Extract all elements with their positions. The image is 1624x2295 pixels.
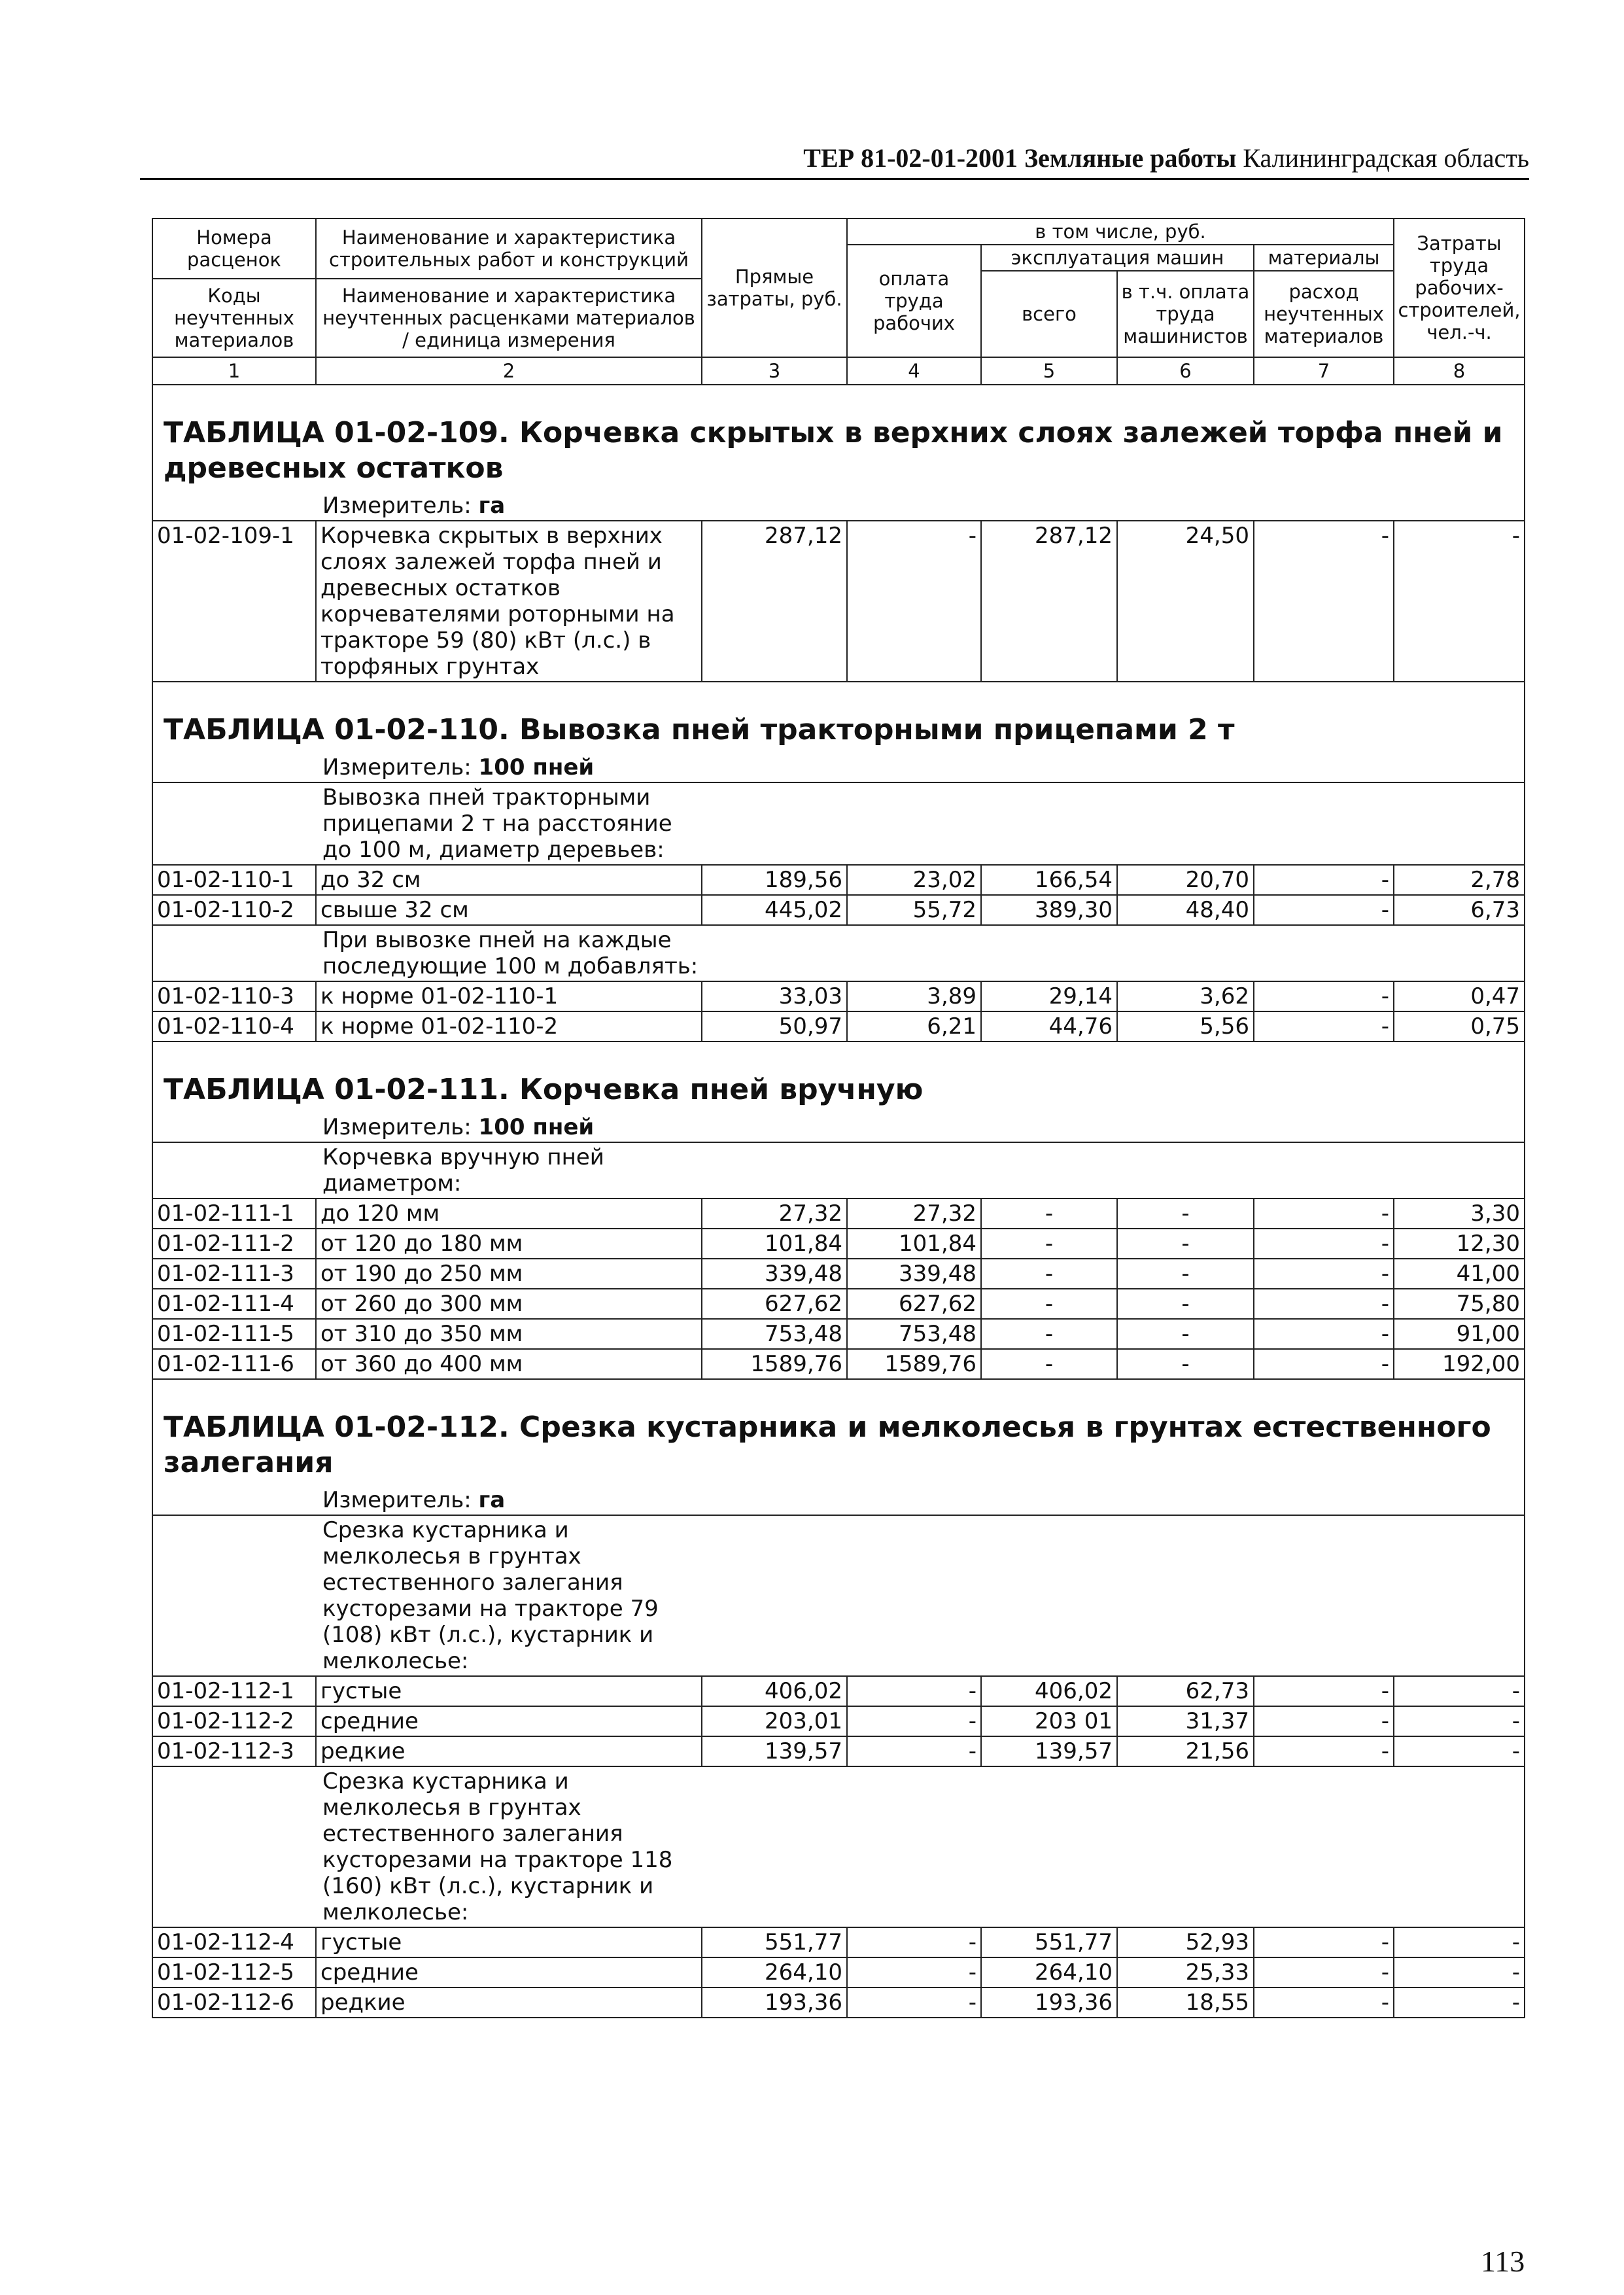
group-description bbox=[316, 1515, 1525, 1676]
machines-total: - bbox=[981, 1289, 1117, 1319]
rate-code: 01-02-109-1 bbox=[152, 521, 316, 682]
rate-name: средние bbox=[316, 1957, 702, 1988]
labor-hours: - bbox=[1394, 521, 1525, 682]
rate-code: 01-02-112-2 bbox=[152, 1706, 316, 1736]
table-row bbox=[152, 1199, 1525, 1229]
rate-code: 01-02-111-5 bbox=[152, 1319, 316, 1349]
labor-hours: 41,00 bbox=[1394, 1259, 1525, 1289]
machinist-pay: 52,93 bbox=[1117, 1927, 1254, 1957]
labor-hours: 75,80 bbox=[1394, 1289, 1525, 1319]
machines-total: 29,14 bbox=[981, 981, 1117, 1011]
rate-name: средние bbox=[316, 1706, 702, 1736]
labor-pay: - bbox=[847, 521, 981, 682]
labor-pay: - bbox=[847, 1957, 981, 1988]
machines-total: 44,76 bbox=[981, 1011, 1117, 1042]
table-header bbox=[152, 219, 1525, 385]
direct-costs: 101,84 bbox=[702, 1229, 847, 1259]
rate-code: 01-02-111-6 bbox=[152, 1349, 316, 1379]
labor-pay: 6,21 bbox=[847, 1011, 981, 1042]
section-01-02-109 bbox=[152, 385, 1525, 682]
machines-total: 139,57 bbox=[981, 1736, 1117, 1766]
rate-code: 01-02-111-2 bbox=[152, 1229, 316, 1259]
description-spacer bbox=[152, 925, 316, 981]
direct-costs: 445,02 bbox=[702, 895, 847, 925]
machinist-pay: 25,33 bbox=[1117, 1957, 1254, 1988]
measure-label: Измеритель: bbox=[322, 1487, 472, 1513]
machines-total: - bbox=[981, 1199, 1117, 1229]
materials-cost: - bbox=[1254, 1011, 1394, 1042]
section-title: ТАБЛИЦА 01-02-110. Вывозка пней тракторными прицепами 2 т bbox=[152, 682, 1525, 753]
doc-title: Земляные работы bbox=[1024, 143, 1237, 173]
labor-hours: 6,73 bbox=[1394, 895, 1525, 925]
rate-name: к норме 01-02-110-1 bbox=[316, 981, 702, 1011]
materials-cost: - bbox=[1254, 1289, 1394, 1319]
materials-cost: - bbox=[1254, 1676, 1394, 1706]
machines-total: 551,77 bbox=[981, 1927, 1117, 1957]
rate-name: от 360 до 400 мм bbox=[316, 1349, 702, 1379]
rate-name: густые bbox=[316, 1927, 702, 1957]
measure-row bbox=[316, 491, 1525, 521]
table-row bbox=[152, 1736, 1525, 1766]
rate-code: 01-02-110-3 bbox=[152, 981, 316, 1011]
materials-cost: - bbox=[1254, 981, 1394, 1011]
machinist-pay: 20,70 bbox=[1117, 865, 1254, 895]
description-spacer bbox=[152, 782, 316, 865]
measure-spacer bbox=[152, 1113, 316, 1142]
direct-costs: 193,36 bbox=[702, 1988, 847, 2018]
materials-cost: - bbox=[1254, 1988, 1394, 2018]
measure-label: Измеритель: bbox=[322, 1114, 472, 1140]
machinist-pay: - bbox=[1117, 1319, 1254, 1349]
section-title: ТАБЛИЦА 01-02-112. Срезка кустарника и мелколесья в грунтах естественного залегания bbox=[152, 1379, 1525, 1486]
table-row bbox=[152, 895, 1525, 925]
section-01-02-111 bbox=[152, 1042, 1525, 1379]
labor-pay: 339,48 bbox=[847, 1259, 981, 1289]
measure-spacer bbox=[152, 1486, 316, 1515]
direct-costs: 627,62 bbox=[702, 1289, 847, 1319]
machines-total: 264,10 bbox=[981, 1957, 1117, 1988]
rate-code: 01-02-112-5 bbox=[152, 1957, 316, 1988]
labor-pay: - bbox=[847, 1927, 981, 1957]
rate-name: редкие bbox=[316, 1988, 702, 2018]
col2-top-header: Наименование и характеристика строительных работ и конструкций bbox=[316, 219, 702, 279]
labor-hours: 192,00 bbox=[1394, 1349, 1525, 1379]
section-01-02-110 bbox=[152, 682, 1525, 1042]
rate-name: Корчевка скрытых в верхних слоях залежей торфа пней и древесных остатков корчевателями роторными на тракторе 59 (80) кВт (л.с.) в торфяных грунтах bbox=[316, 521, 702, 682]
measure-row bbox=[316, 1113, 1525, 1142]
table-row bbox=[152, 1349, 1525, 1379]
materials-cost: - bbox=[1254, 865, 1394, 895]
labor-pay: - bbox=[847, 1736, 981, 1766]
column-number: 8 bbox=[1394, 357, 1525, 385]
machines-total: - bbox=[981, 1319, 1117, 1349]
group-description-row bbox=[152, 925, 1525, 981]
machines-total: - bbox=[981, 1349, 1117, 1379]
rate-code: 01-02-110-4 bbox=[152, 1011, 316, 1042]
machinist-pay: 31,37 bbox=[1117, 1706, 1254, 1736]
header-rule bbox=[140, 178, 1529, 180]
column-number: 3 bbox=[702, 357, 847, 385]
column-number: 6 bbox=[1117, 357, 1254, 385]
direct-costs: 287,12 bbox=[702, 521, 847, 682]
column-number: 7 bbox=[1254, 357, 1394, 385]
rate-code: 01-02-112-3 bbox=[152, 1736, 316, 1766]
labor-hours: 0,75 bbox=[1394, 1011, 1525, 1042]
table-row bbox=[152, 1289, 1525, 1319]
labor-hours: - bbox=[1394, 1988, 1525, 2018]
rate-name: до 120 мм bbox=[316, 1199, 702, 1229]
direct-costs: 339,48 bbox=[702, 1259, 847, 1289]
labor-pay: - bbox=[847, 1706, 981, 1736]
materials-cost: - bbox=[1254, 1319, 1394, 1349]
column-number: 5 bbox=[981, 357, 1117, 385]
materials-cost: - bbox=[1254, 895, 1394, 925]
section-title: ТАБЛИЦА 01-02-111. Корчевка пней вручную bbox=[152, 1042, 1525, 1113]
materials-cost: - bbox=[1254, 1199, 1394, 1229]
section-01-02-112 bbox=[152, 1379, 1525, 2018]
labor-pay: 3,89 bbox=[847, 981, 981, 1011]
rate-code: 01-02-110-1 bbox=[152, 865, 316, 895]
labor-hours: - bbox=[1394, 1736, 1525, 1766]
rate-name: редкие bbox=[316, 1736, 702, 1766]
description-spacer bbox=[152, 1142, 316, 1199]
machinist-pay: 5,56 bbox=[1117, 1011, 1254, 1042]
materials-cost: - bbox=[1254, 521, 1394, 682]
labor-hours: - bbox=[1394, 1706, 1525, 1736]
labor-pay: 55,72 bbox=[847, 895, 981, 925]
rate-code: 01-02-112-6 bbox=[152, 1988, 316, 2018]
labor-hours: - bbox=[1394, 1676, 1525, 1706]
measure-spacer bbox=[152, 753, 316, 782]
group-description-text: Срезка кустарника и мелколесья в грунтах естественного залегания кусторезами на тракторе 79 (108) кВт (л.с.), кустарник и мелколесье: bbox=[322, 1517, 659, 1674]
materials-header: материалы bbox=[1254, 245, 1394, 271]
description-spacer bbox=[152, 1766, 316, 1927]
machinist-pay: - bbox=[1117, 1199, 1254, 1229]
labor-hours: 91,00 bbox=[1394, 1319, 1525, 1349]
column-number-row bbox=[152, 357, 1525, 385]
labor-pay: 627,62 bbox=[847, 1289, 981, 1319]
group-description-text: Корчевка вручную пней диаметром: bbox=[322, 1144, 604, 1197]
direct-costs: 139,57 bbox=[702, 1736, 847, 1766]
table-row bbox=[152, 865, 1525, 895]
direct-costs: 27,32 bbox=[702, 1199, 847, 1229]
labor-pay: 1589,76 bbox=[847, 1349, 981, 1379]
group-description-text: При вывозке пней на каждые последующие 100 м добавлять: bbox=[322, 927, 699, 979]
col3-header: Прямые затраты, руб. bbox=[702, 219, 847, 357]
section-title: ТАБЛИЦА 01-02-109. Корчевка скрытых в верхних слоях залежей торфа пней и древесных остатков bbox=[152, 385, 1525, 491]
group-description-text: Вывозка пней тракторными прицепами 2 т на расстояние до 100 м, диаметр деревьев: bbox=[322, 784, 672, 863]
labor-pay: 23,02 bbox=[847, 865, 981, 895]
doc-region: Калининградская область bbox=[1243, 143, 1529, 173]
direct-costs: 406,02 bbox=[702, 1676, 847, 1706]
machines-total: - bbox=[981, 1229, 1117, 1259]
measure-unit: 100 пней bbox=[478, 754, 595, 780]
labor-hours: 0,47 bbox=[1394, 981, 1525, 1011]
labor-hours: 2,78 bbox=[1394, 865, 1525, 895]
materials-cost: - bbox=[1254, 1349, 1394, 1379]
table-row bbox=[152, 1927, 1525, 1957]
table-row bbox=[152, 1706, 1525, 1736]
machinist-pay: 48,40 bbox=[1117, 895, 1254, 925]
labor-pay: 27,32 bbox=[847, 1199, 981, 1229]
table-row bbox=[152, 1988, 1525, 2018]
rate-code: 01-02-112-1 bbox=[152, 1676, 316, 1706]
rate-name: от 120 до 180 мм bbox=[316, 1229, 702, 1259]
col2-bottom-header: Наименование и характеристика неучтенных расценками материалов / единица измерения bbox=[316, 279, 702, 357]
group-description-row bbox=[152, 1515, 1525, 1676]
col8-header: Затраты труда рабочих-строителей, чел.-ч. bbox=[1394, 219, 1525, 357]
col1-top-header: Номера расценок bbox=[152, 219, 316, 279]
labor-hours: 3,30 bbox=[1394, 1199, 1525, 1229]
col1-bottom-header: Коды неучтенных материалов bbox=[152, 279, 316, 357]
labor-pay: - bbox=[847, 1988, 981, 2018]
rate-name: от 260 до 300 мм bbox=[316, 1289, 702, 1319]
materials-cost: - bbox=[1254, 1736, 1394, 1766]
rate-code: 01-02-112-4 bbox=[152, 1927, 316, 1957]
direct-costs: 50,97 bbox=[702, 1011, 847, 1042]
table-row bbox=[152, 521, 1525, 682]
group-description bbox=[316, 782, 1525, 865]
measure-unit: 100 пней bbox=[478, 1114, 595, 1140]
direct-costs: 203,01 bbox=[702, 1706, 847, 1736]
labor-hours: 12,30 bbox=[1394, 1229, 1525, 1259]
doc-code: ТЕР 81-02-01-2001 bbox=[803, 143, 1018, 173]
description-spacer bbox=[152, 1515, 316, 1676]
rate-name: свыше 32 см bbox=[316, 895, 702, 925]
machines-total: 287,12 bbox=[981, 521, 1117, 682]
column-number: 1 bbox=[152, 357, 316, 385]
table-row bbox=[152, 1011, 1525, 1042]
machines-total: - bbox=[981, 1259, 1117, 1289]
machines-total: 166,54 bbox=[981, 865, 1117, 895]
rate-name: к норме 01-02-110-2 bbox=[316, 1011, 702, 1042]
table-row bbox=[152, 1319, 1525, 1349]
group-description bbox=[316, 925, 1525, 981]
group-description bbox=[316, 1766, 1525, 1927]
rate-code: 01-02-111-4 bbox=[152, 1289, 316, 1319]
machines-total: 389,30 bbox=[981, 895, 1117, 925]
measure-label: Измеритель: bbox=[322, 754, 472, 780]
machines-total: 193,36 bbox=[981, 1988, 1117, 2018]
measure-row bbox=[316, 753, 1525, 782]
group-description-row bbox=[152, 1142, 1525, 1199]
materials-cost: - bbox=[1254, 1957, 1394, 1988]
group-description bbox=[316, 1142, 1525, 1199]
materials-cost: - bbox=[1254, 1927, 1394, 1957]
table-row bbox=[152, 1676, 1525, 1706]
col4-header: оплата труда рабочих bbox=[847, 245, 981, 357]
col7-header: расход неучтенных материалов bbox=[1254, 271, 1394, 357]
labor-hours: - bbox=[1394, 1927, 1525, 1957]
rate-name: от 190 до 250 мм bbox=[316, 1259, 702, 1289]
machinist-pay: 21,56 bbox=[1117, 1736, 1254, 1766]
page-header bbox=[140, 143, 1529, 175]
column-number: 2 bbox=[316, 357, 702, 385]
measure-row bbox=[316, 1486, 1525, 1515]
labor-pay: - bbox=[847, 1676, 981, 1706]
table-row bbox=[152, 1957, 1525, 1988]
direct-costs: 1589,76 bbox=[702, 1349, 847, 1379]
labor-pay: 753,48 bbox=[847, 1319, 981, 1349]
rate-name: густые bbox=[316, 1676, 702, 1706]
table-row bbox=[152, 1229, 1525, 1259]
rate-name: от 310 до 350 мм bbox=[316, 1319, 702, 1349]
price-table bbox=[152, 218, 1525, 2018]
group-description-row bbox=[152, 782, 1525, 865]
materials-cost: - bbox=[1254, 1706, 1394, 1736]
machinist-pay: - bbox=[1117, 1349, 1254, 1379]
table-row bbox=[152, 981, 1525, 1011]
labor-hours: - bbox=[1394, 1957, 1525, 1988]
col6-header: в т.ч. оплата труда машинистов bbox=[1117, 271, 1254, 357]
machinist-pay: - bbox=[1117, 1229, 1254, 1259]
measure-spacer bbox=[152, 491, 316, 521]
machinist-pay: - bbox=[1117, 1259, 1254, 1289]
table-row bbox=[152, 1259, 1525, 1289]
materials-cost: - bbox=[1254, 1229, 1394, 1259]
materials-cost: - bbox=[1254, 1259, 1394, 1289]
group-description-text: Срезка кустарника и мелколесья в грунтах естественного залегания кусторезами на тракторе 118 (160) кВт (л.с.), кустарник и мелколесье: bbox=[322, 1768, 673, 1925]
rate-code: 01-02-110-2 bbox=[152, 895, 316, 925]
measure-label: Измеритель: bbox=[322, 493, 472, 519]
labor-pay: 101,84 bbox=[847, 1229, 981, 1259]
direct-costs: 264,10 bbox=[702, 1957, 847, 1988]
direct-costs: 33,03 bbox=[702, 981, 847, 1011]
group-description-row bbox=[152, 1766, 1525, 1927]
rate-code: 01-02-111-3 bbox=[152, 1259, 316, 1289]
machinist-pay: 24,50 bbox=[1117, 521, 1254, 682]
column-number: 4 bbox=[847, 357, 981, 385]
machines-total: 406,02 bbox=[981, 1676, 1117, 1706]
direct-costs: 753,48 bbox=[702, 1319, 847, 1349]
page-number: 113 bbox=[1481, 2245, 1525, 2278]
machinist-pay: - bbox=[1117, 1289, 1254, 1319]
machinist-pay: 18,55 bbox=[1117, 1988, 1254, 2018]
measure-unit: га bbox=[478, 493, 506, 519]
machinist-pay: 62,73 bbox=[1117, 1676, 1254, 1706]
measure-unit: га bbox=[478, 1487, 506, 1513]
machinist-pay: 3,62 bbox=[1117, 981, 1254, 1011]
direct-costs: 551,77 bbox=[702, 1927, 847, 1957]
direct-costs: 189,56 bbox=[702, 865, 847, 895]
machines-header: эксплуатация машин bbox=[981, 245, 1254, 271]
machines-total: 203 01 bbox=[981, 1706, 1117, 1736]
included-header: в том числе, руб. bbox=[847, 219, 1394, 245]
rate-name: до 32 см bbox=[316, 865, 702, 895]
rate-code: 01-02-111-1 bbox=[152, 1199, 316, 1229]
col5-header: всего bbox=[981, 271, 1117, 357]
